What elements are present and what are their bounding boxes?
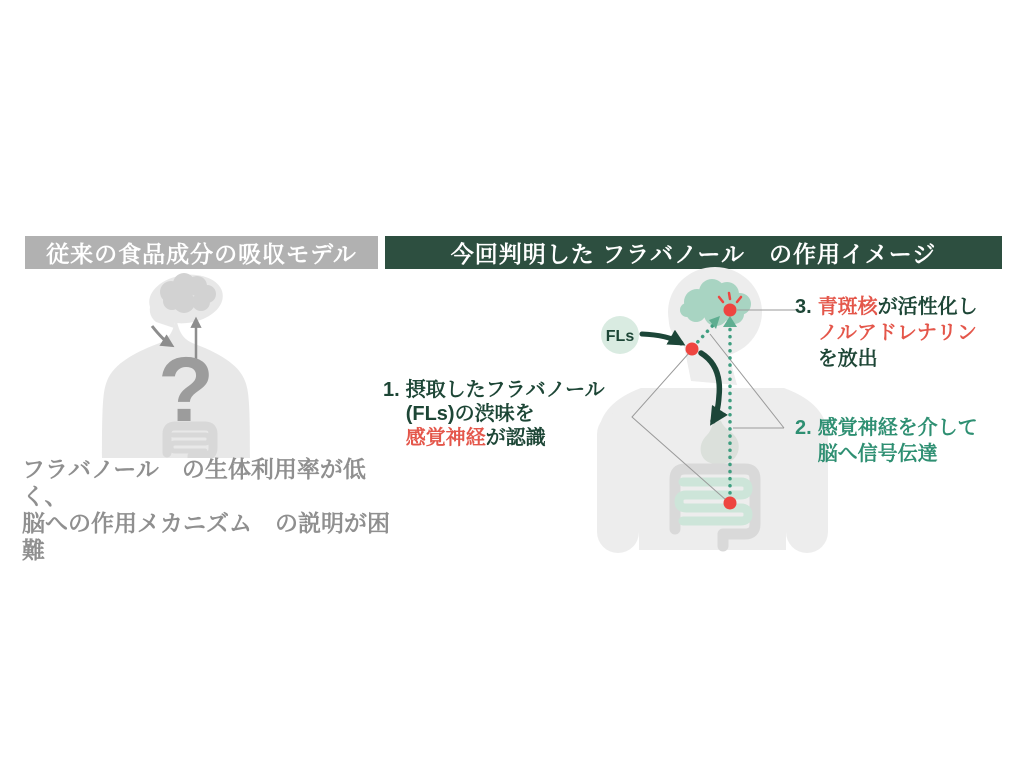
left-caption-line2: 脳への作用メカニズム の説明が困難 (22, 510, 390, 563)
left-caption (22, 456, 392, 564)
gut-dot (724, 497, 737, 510)
note-3-number: 3. (795, 296, 812, 318)
note-1-line1: 摂取したフラバノール (405, 379, 605, 401)
note-2-line1: 感覚神経を介して (817, 417, 978, 439)
locus-coeruleus-dot (724, 304, 737, 317)
note-2-number: 2. (795, 417, 812, 439)
note-3-highlight2: ノルアドレナリン (817, 322, 977, 344)
note-3 (795, 294, 978, 372)
left-panel-header: 従来の食品成分の吸収モデル (25, 236, 378, 269)
note-1-line2: (FLs)の渋味を (405, 403, 535, 425)
question-mark: ? (157, 339, 215, 441)
note-1-number: 1. (383, 379, 400, 401)
note-2-line2: 脳へ信号伝達 (817, 443, 938, 465)
note-3-line3: を放出 (817, 348, 878, 370)
note-2 (795, 415, 978, 467)
note-1-line3: 感覚神経が認識 (405, 427, 546, 449)
fls-label: FLs (605, 328, 635, 345)
mouth-dot (686, 343, 699, 356)
note-1-highlight: 感覚神経 (405, 427, 486, 449)
conventional-model-figure (78, 268, 322, 458)
note-3-highlight1: 青斑核 (817, 296, 878, 318)
note-1 (383, 378, 605, 450)
left-caption-line1: フラバノール の生体利用率が低く、 (22, 456, 366, 509)
right-panel-header: 今回判明した フラバノール の作用イメージ (385, 236, 1002, 269)
note-3-line1: 青斑核が活性化し (817, 296, 978, 318)
